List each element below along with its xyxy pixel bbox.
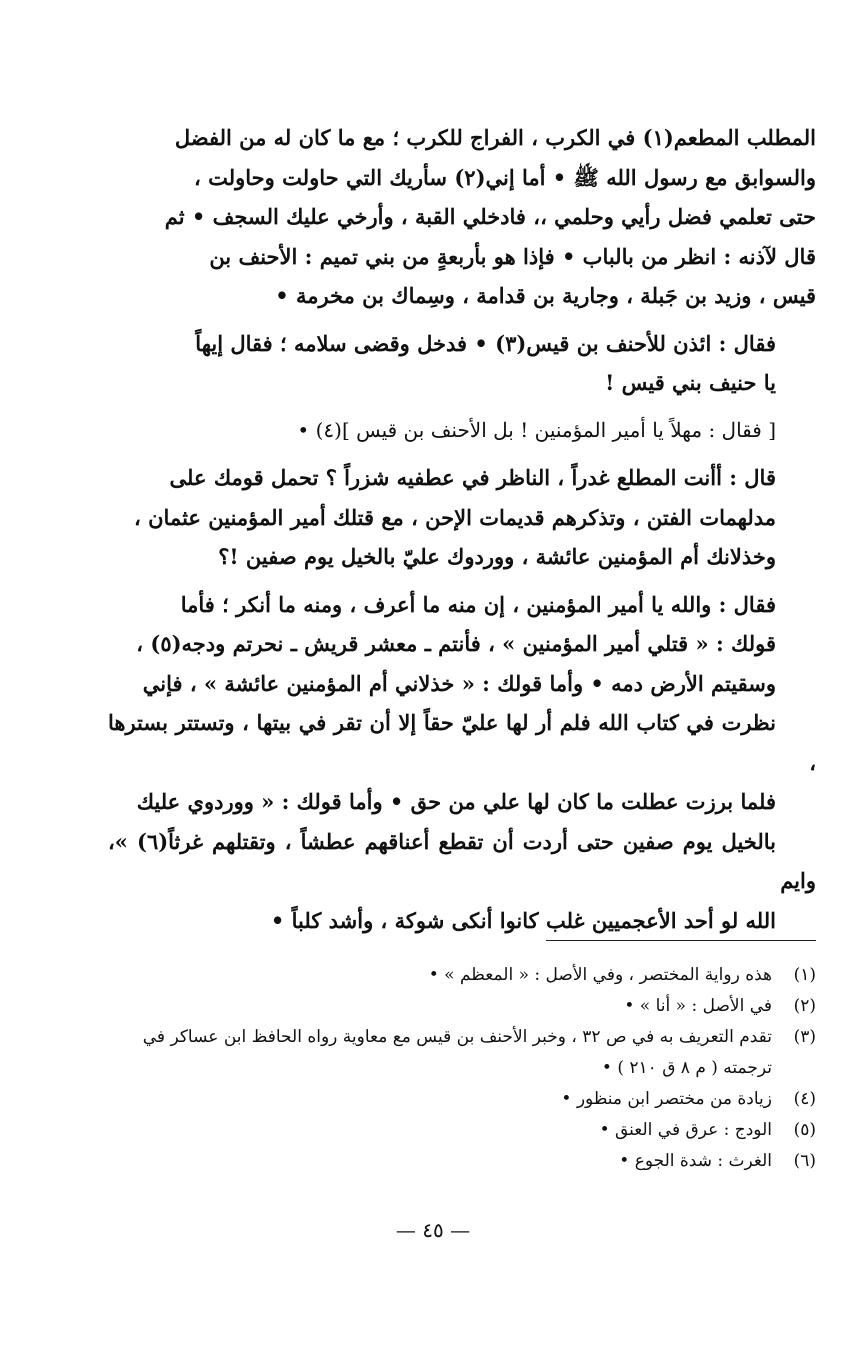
- text-line: بالخيل يوم صفين حتى أردت أن تقطع أعناقهم عطشاً ، وتقتلهم غرثاً(٦) »، وايم: [108, 828, 816, 893]
- text-line: وخذلانك أم المؤمنين عائشة ، ووردوك عليّ بالخيل يوم صفين !؟: [218, 544, 776, 569]
- text-line: يا حنيف بني قيس !: [605, 370, 776, 395]
- footnote-6: [108, 1146, 816, 1177]
- text-line: قال لآذنه : انظر من بالباب • فإذا هو بأربعةٍ من بني تميم : الأحنف بن: [209, 243, 816, 269]
- footnote-divider: [546, 940, 816, 941]
- text-line: [ فقال : مهلاً يا أمير المؤمنين ! بل الأحنف بن قيس ](٤) •: [297, 417, 776, 442]
- text-line: مدلهمات الفتن ، وتذكرهم قديمات الإحن ، مع قتلك أمير المؤمنين عثمان ،: [134, 504, 776, 530]
- footnote-number: (٥): [793, 1120, 816, 1140]
- footnote-4: [108, 1084, 816, 1115]
- paragraph-3-bracketed: [108, 411, 816, 451]
- footnote-text: هذه رواية المختصر ، وفي الأصل : « المعظم » •: [428, 965, 772, 985]
- text-line: الله لو أحد الأعجميين غلب كانوا أنكى شوكة ، وأشد كلباً •: [270, 907, 776, 933]
- paragraph-2: [108, 324, 816, 403]
- text-line: فقال : ائذن للأحنف بن قيس(٣) • فدخل وقضى سلامه ؛ فقال إيهاً: [195, 330, 776, 356]
- text-line: حتى تعلمي فضل رأيي وحلمي ،، فادخلي القبة ، وأرخي عليك السجف • ثم: [164, 204, 816, 229]
- paragraph-5: [108, 585, 816, 941]
- footnote-number: (١): [793, 965, 816, 985]
- footnote-text: الودج : عرق في العنق •: [599, 1120, 772, 1140]
- footnote-5: [108, 1115, 816, 1146]
- footnote-3: [108, 1022, 816, 1084]
- text-line: فقال : والله يا أمير المؤمنين ، إن منه ما أعرف ، ومنه ما أنكر ؛ فأما: [180, 591, 776, 617]
- footnotes: [108, 960, 816, 1177]
- paragraph-1: [108, 118, 816, 316]
- text-line: المطلب المطعم(١) في الكرب ، الفراج للكرب ؛ مع ما كان له من الفضل: [174, 125, 816, 150]
- footnote-number: (٢): [793, 996, 816, 1016]
- footnote-number: (٣): [793, 1027, 816, 1047]
- main-text: [108, 118, 816, 948]
- text-line: وسقيتم الأرض دمه • وأما قولك : « خذلاني أم المؤمنين عائشة » ، فإني: [142, 670, 776, 696]
- footnote-text: زيادة من مختصر ابن منظور •: [561, 1089, 772, 1109]
- text-line: فلما برزت عطلت ما كان لها علي من حق • وأما قولك : « ووردوي عليك: [136, 789, 776, 814]
- footnote-text: الغرث : شدة الجوع •: [619, 1151, 772, 1171]
- text-line: والسوابق مع رسول الله ﷺ • أما إني(٢) سأريك التي حاولت وحاولت ،: [194, 164, 816, 190]
- footnote-2: [108, 991, 816, 1022]
- paragraph-4: [108, 458, 816, 577]
- footnote-text: تقدم التعريف به في ص ٣٢ ، وخبر الأحنف بن قيس مع معاوية رواه الحافظ ابن عساكر في ترجمته ( م ٨ ق ٢١٠ ) •: [142, 1027, 772, 1078]
- text-line: قال : أأنت المطلع غدراً ، الناظر في عطفيه شزراً ؟ تحمل قومك على: [169, 465, 776, 490]
- text-line: نظرت في كتاب الله فلم أر لها عليّ حقاً إلا أن تقر في بيتها ، وتستتر بسترها ،: [108, 710, 816, 775]
- text-line: قيس ، وزيد بن جَبلة ، وجارية بن قدامة ، وسِماك بن مخرمة •: [275, 283, 816, 308]
- footnote-number: (٤): [793, 1089, 816, 1109]
- footnote-text: في الأصل : « أنا » •: [624, 996, 772, 1016]
- footnote-1: [108, 960, 816, 991]
- page-number: — ٤٥ —: [395, 1218, 471, 1242]
- text-line: قولك : « قتلي أمير المؤمنين » ، فأنتم ـ معشر قريش ـ نحرتم ودجه(٥) ،: [136, 631, 776, 656]
- footnote-number: (٦): [793, 1151, 816, 1171]
